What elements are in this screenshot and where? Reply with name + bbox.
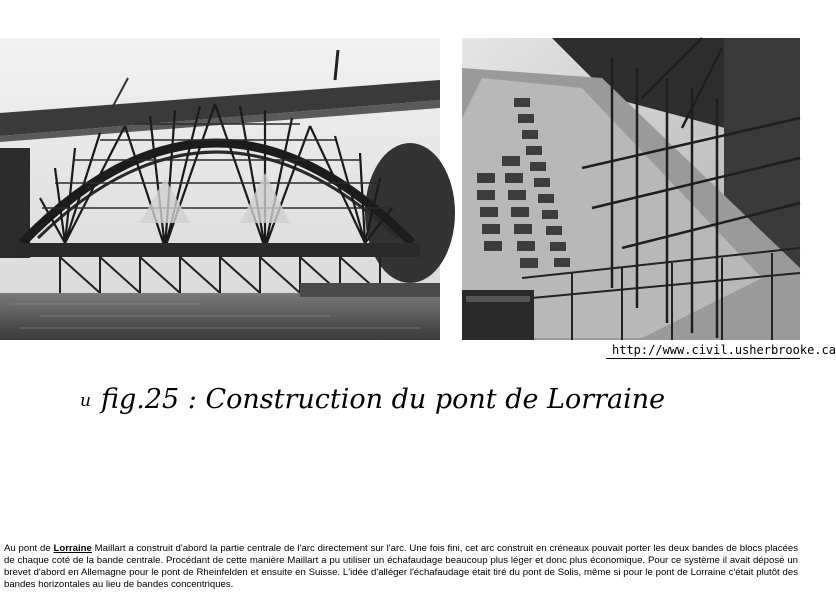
description-paragraph [4,543,798,591]
description-body: Maillart a construit d'abord la partie centrale de l'arc directement sur l'arc. Une fois fini, cet arc construit en créneaux pouvait porter les deux bandes de blocs placées de chaque coté de la bande centrale. Procédant de cette manière Maillart a pu utiliser un échafaudage beaucoup plus léger et donc plus économique. Pour ce système il avait déposé un brevet d'abord en Allemagne pour le pont de Rheinfelden et ensuite en Suisse. L'idée d'alléger l'échafaudage était tiré du pont de Solis, même si pour le pont de Lorraine c'était plutôt des bandes horizontales au lieu de bandes concentriques. [4,543,798,590]
source-url-label: http://www.civil.usherbrooke.ca [606,341,800,359]
figure-caption [80,384,780,415]
arch-blocks-photo [462,38,800,340]
description-prefix: Au pont de [4,543,54,554]
caption-bullet: u [80,391,91,411]
caption-text: fig.25 : Construction du pont de Lorraine [100,384,666,415]
lorraine-link[interactable]: Lorraine [53,543,92,554]
bridge-scaffolding-photo [0,38,440,340]
